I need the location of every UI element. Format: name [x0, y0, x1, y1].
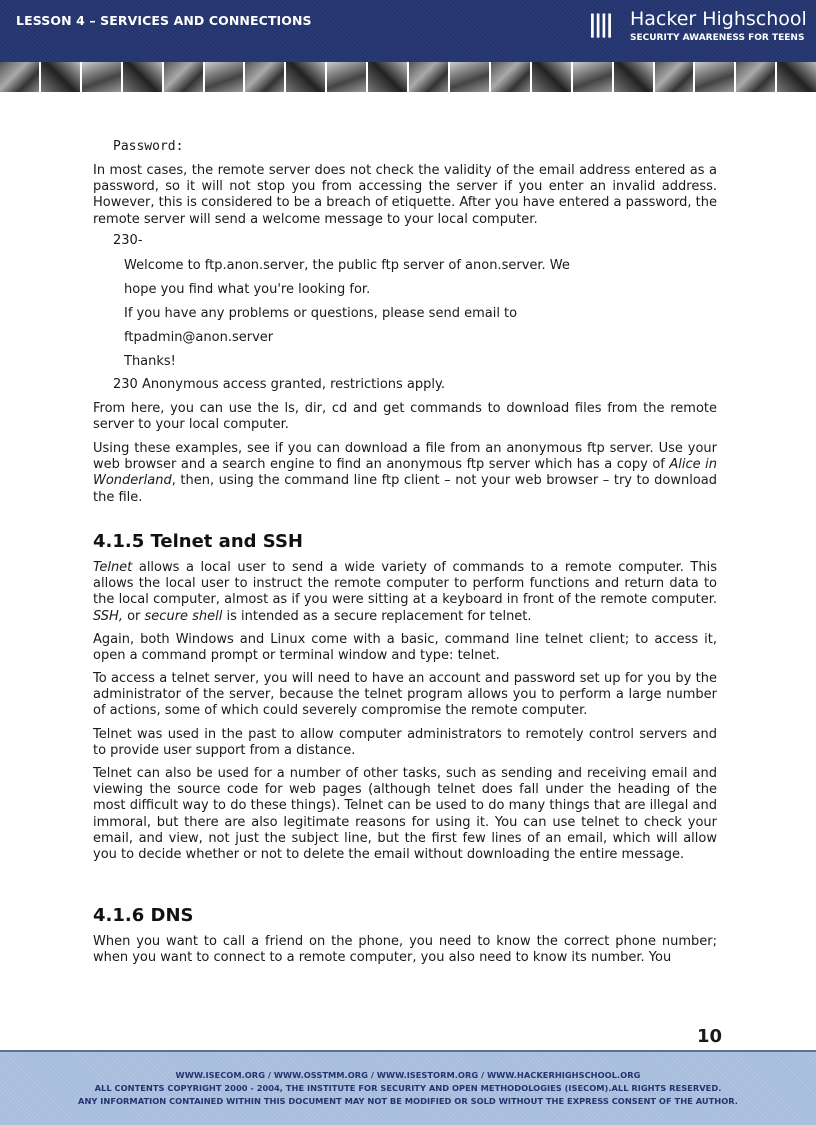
- footer-line: ALL CONTENTS COPYRIGHT 2000 - 2004, THE INSTITUTE FOR SECURITY AND OPEN METHODOLOGIES (ISECOM).ALL RIGHTS RESERVED.: [94, 1083, 722, 1093]
- paragraph-text: Again, both Windows and Linux come with a basic, command line telnet client; to access it, open a command prompt or terminal window and type: telnet.: [93, 632, 717, 664]
- code-line: Thanks!: [124, 354, 176, 369]
- paragraph-text: In most cases, the remote server does not check the validity of the email address entered as a password, so it will not stop you from accessing the server if you enter an invalid address. However, this is considered to be a breach of etiquette. After you have entered a password, the remote server will send a welcome message to your local computer.: [93, 163, 717, 227]
- password-prompt: Password:: [113, 139, 184, 154]
- paragraph-text: To access a telnet server, you will need to have an account and password set up for you by the administrator of the server, because the telnet program allows you to perform a large number of actions, some of which could severely compromise the remote computer.: [93, 671, 717, 719]
- text: or: [122, 608, 145, 624]
- text: , then, using the command line ftp client – not your web browser – try to download the file.: [93, 473, 717, 505]
- text: allows a local user to send a wide variety of commands to a remote computer. This allows the local user to instruct the remote computer to perform functions and return data to the local computer, almost as if you were sitting at a keyboard in front of the remote computer.: [93, 560, 717, 608]
- paragraph-text: When you want to call a friend on the phone, you need to know the correct phone number; when you want to connect to a remote computer, you also need to know its number. You: [93, 934, 717, 966]
- logo-tagline: SECURITY AWARENESS FOR TEENS: [630, 33, 805, 43]
- code-line: Welcome to ftp.anon.server, the public ftp server of anon.server. We: [124, 258, 570, 273]
- page-number: 10: [697, 1026, 723, 1047]
- paragraph: [93, 632, 717, 664]
- footer-line: ANY INFORMATION CONTAINED WITHIN THIS DOCUMENT MAY NOT BE MODIFIED OR SOLD WITHOUT THE EXPRESS CONSENT OF THE AUTHOR.: [78, 1096, 738, 1106]
- paragraph-text: Telnet can also be used for a number of other tasks, such as sending and receiving email and viewing the source code for web pages (although telnet does fall under the heading of the most difficult way to do these things). Telnet can be used to do many things that are illegal and immoral, but there are also legitimate reasons for using it. You can use telnet to check your email, and view, not just the subject line, but the first few lines of an email, which will allow you to decide whether or not to delete the email without downloading the entire message.: [93, 766, 717, 863]
- code-line: hope you find what you're looking for.: [124, 282, 371, 297]
- paragraph: [93, 671, 717, 720]
- page-header: [0, 0, 816, 62]
- term: secure shell: [144, 608, 223, 624]
- logo-name: Hacker Highschool: [630, 8, 807, 30]
- paragraph: [93, 934, 717, 966]
- term: Telnet: [93, 560, 133, 575]
- page-footer: [0, 1050, 816, 1125]
- term: SSH,: [93, 608, 123, 624]
- code-line: 230-: [113, 233, 143, 248]
- paragraph: [93, 401, 717, 433]
- paragraph-text: From here, you can use the ls, dir, cd and get commands to download files from the remote server to your local computer.: [93, 401, 717, 433]
- footer-line: WWW.ISECOM.ORG / WWW.OSSTMM.ORG / WWW.ISESTORM.ORG / WWW.HACKERHIGHSCHOOL.ORG: [175, 1070, 641, 1080]
- text: is intended as a secure replacement for telnet.: [222, 608, 532, 624]
- paragraph: [93, 560, 717, 625]
- lesson-title: LESSON 4 – SERVICES AND CONNECTIONS: [16, 13, 312, 28]
- paragraph: [93, 163, 717, 228]
- photo-strip: [0, 62, 816, 92]
- paragraph: [93, 727, 717, 759]
- code-line: If you have any problems or questions, please send email to: [124, 306, 518, 321]
- code-line: ftpadmin@anon.server: [124, 330, 274, 345]
- paragraph-text: Telnet was used in the past to allow computer administrators to remotely control servers and to provide user support from a distance.: [93, 727, 717, 759]
- tally-marks-icon: ||||: [588, 10, 612, 38]
- book-title: Alice in Wonderland: [93, 457, 717, 489]
- paragraph: [93, 441, 717, 506]
- section-heading: 4.1.6 DNS: [93, 905, 194, 926]
- text: Using these examples, see if you can download a file from an anonymous ftp server. Use your web browser and a search engine to find an anonymous ftp server which has a copy of: [93, 441, 717, 473]
- code-line: 230 Anonymous access granted, restrictions apply.: [113, 377, 445, 392]
- paragraph: [93, 766, 717, 863]
- section-heading: 4.1.5 Telnet and SSH: [93, 531, 303, 552]
